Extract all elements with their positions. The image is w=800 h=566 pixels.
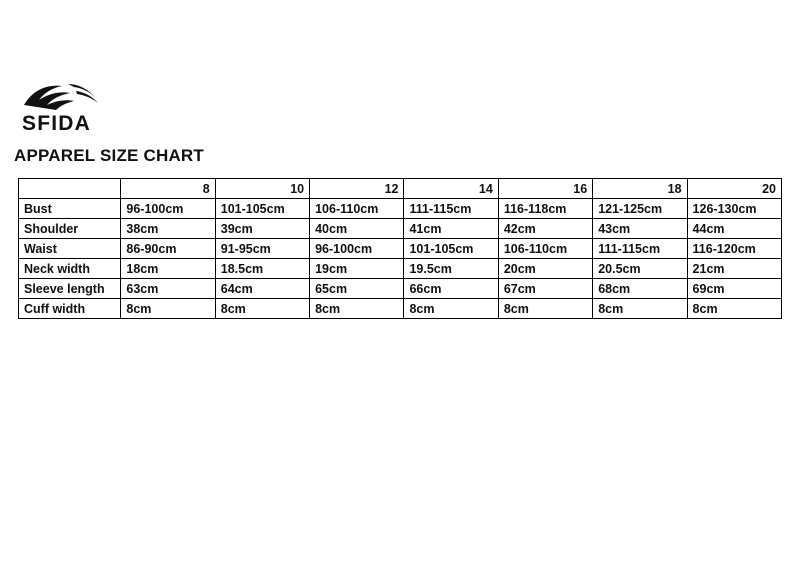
column-header-size-20: 20 xyxy=(687,179,781,199)
table-row xyxy=(19,299,782,319)
cell-neck-width-12: 19cm xyxy=(310,259,404,279)
column-header-size-12: 12 xyxy=(310,179,404,199)
table-row xyxy=(19,219,782,239)
cell-neck-width-18: 20.5cm xyxy=(593,259,687,279)
row-label-neck-width: Neck width xyxy=(19,259,121,279)
cell-cuff-width-20: 8cm xyxy=(687,299,781,319)
cell-bust-8: 96-100cm xyxy=(121,199,215,219)
cell-cuff-width-14: 8cm xyxy=(404,299,498,319)
cell-bust-10: 101-105cm xyxy=(215,199,309,219)
cell-sleeve-length-20: 69cm xyxy=(687,279,781,299)
row-label-bust: Bust xyxy=(19,199,121,219)
column-header-size-18: 18 xyxy=(593,179,687,199)
cell-neck-width-16: 20cm xyxy=(498,259,592,279)
cell-shoulder-8: 38cm xyxy=(121,219,215,239)
table-row xyxy=(19,239,782,259)
cell-waist-16: 106-110cm xyxy=(498,239,592,259)
cell-waist-18: 111-115cm xyxy=(593,239,687,259)
cell-waist-20: 116-120cm xyxy=(687,239,781,259)
cell-shoulder-20: 44cm xyxy=(687,219,781,239)
table-corner-cell xyxy=(19,179,121,199)
cell-bust-16: 116-118cm xyxy=(498,199,592,219)
cell-neck-width-10: 18.5cm xyxy=(215,259,309,279)
sfida-swoosh-icon xyxy=(22,82,100,112)
cell-sleeve-length-16: 67cm xyxy=(498,279,592,299)
cell-sleeve-length-8: 63cm xyxy=(121,279,215,299)
cell-neck-width-14: 19.5cm xyxy=(404,259,498,279)
row-label-shoulder: Shoulder xyxy=(19,219,121,239)
cell-bust-18: 121-125cm xyxy=(593,199,687,219)
table-header-row xyxy=(19,179,782,199)
cell-waist-8: 86-90cm xyxy=(121,239,215,259)
row-label-waist: Waist xyxy=(19,239,121,259)
cell-waist-14: 101-105cm xyxy=(404,239,498,259)
cell-sleeve-length-12: 65cm xyxy=(310,279,404,299)
cell-cuff-width-8: 8cm xyxy=(121,299,215,319)
table-row xyxy=(19,279,782,299)
row-label-sleeve-length: Sleeve length xyxy=(19,279,121,299)
cell-sleeve-length-18: 68cm xyxy=(593,279,687,299)
brand-name: SFIDA xyxy=(22,112,91,135)
cell-sleeve-length-14: 66cm xyxy=(404,279,498,299)
page-title: APPAREL SIZE CHART xyxy=(14,146,204,165)
cell-shoulder-16: 42cm xyxy=(498,219,592,239)
cell-bust-14: 111-115cm xyxy=(404,199,498,219)
cell-neck-width-8: 18cm xyxy=(121,259,215,279)
cell-cuff-width-12: 8cm xyxy=(310,299,404,319)
column-header-size-10: 10 xyxy=(215,179,309,199)
cell-shoulder-14: 41cm xyxy=(404,219,498,239)
column-header-size-16: 16 xyxy=(498,179,592,199)
table-row xyxy=(19,259,782,279)
brand-logo xyxy=(22,82,142,140)
apparel-size-table xyxy=(18,178,782,319)
table-row xyxy=(19,199,782,219)
cell-shoulder-10: 39cm xyxy=(215,219,309,239)
row-label-cuff-width: Cuff width xyxy=(19,299,121,319)
cell-waist-12: 96-100cm xyxy=(310,239,404,259)
cell-bust-12: 106-110cm xyxy=(310,199,404,219)
column-header-size-14: 14 xyxy=(404,179,498,199)
column-header-size-8: 8 xyxy=(121,179,215,199)
cell-shoulder-12: 40cm xyxy=(310,219,404,239)
cell-cuff-width-16: 8cm xyxy=(498,299,592,319)
cell-sleeve-length-10: 64cm xyxy=(215,279,309,299)
cell-cuff-width-18: 8cm xyxy=(593,299,687,319)
cell-bust-20: 126-130cm xyxy=(687,199,781,219)
cell-cuff-width-10: 8cm xyxy=(215,299,309,319)
cell-shoulder-18: 43cm xyxy=(593,219,687,239)
cell-waist-10: 91-95cm xyxy=(215,239,309,259)
cell-neck-width-20: 21cm xyxy=(687,259,781,279)
